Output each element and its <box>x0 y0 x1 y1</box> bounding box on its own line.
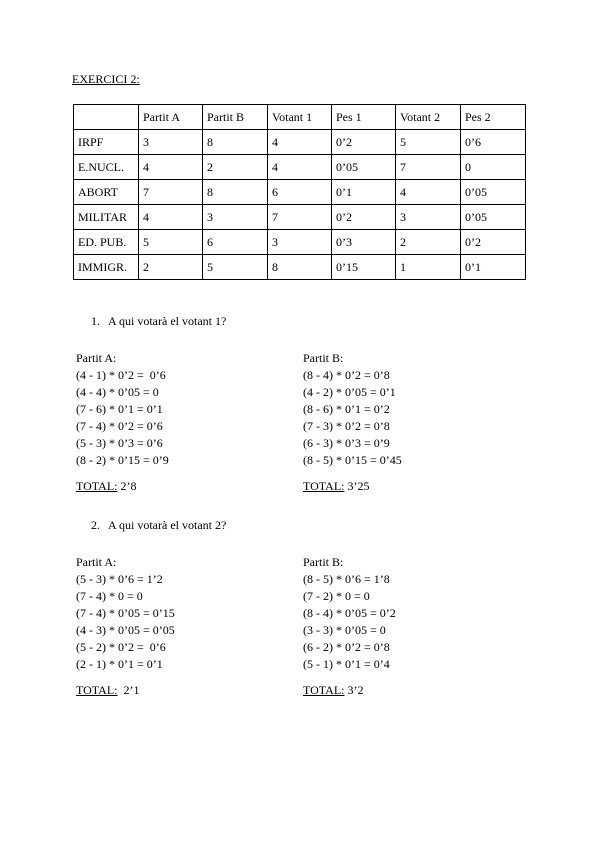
table-cell: 4 <box>139 155 203 180</box>
exercise-title: EXERCICI 2: <box>72 72 140 86</box>
table-header-cell: Votant 1 <box>268 105 332 130</box>
calc-line: (8 - 5) * 0’6 = 1’8 <box>303 572 390 586</box>
question-number: 2. <box>91 518 100 532</box>
table-cell: ED. PUB. <box>74 230 139 255</box>
table-cell: 8 <box>268 255 332 280</box>
table-cell: 0’6 <box>461 130 526 155</box>
table-cell: 1 <box>396 255 461 280</box>
calc-line: (8 - 4) * 0’2 = 0’8 <box>303 368 390 382</box>
table-header-cell: Votant 2 <box>396 105 461 130</box>
total-value: 3’2 <box>344 683 364 697</box>
table-cell: IMMIGR. <box>74 255 139 280</box>
table-header-cell: Pes 2 <box>461 105 526 130</box>
table-cell: 0 <box>461 155 526 180</box>
total-label: TOTAL: <box>303 683 345 697</box>
table-cell: 7 <box>139 180 203 205</box>
question-number: 1. <box>91 314 100 328</box>
table-header-row <box>74 105 526 130</box>
calc-line: (8 - 6) * 0’1 = 0’2 <box>303 402 390 416</box>
table-cell: 4 <box>268 130 332 155</box>
table-cell: 0’2 <box>461 230 526 255</box>
table-cell: 0’1 <box>461 255 526 280</box>
table-header-cell: Pes 1 <box>332 105 396 130</box>
table-cell: 8 <box>203 130 268 155</box>
table-cell: 8 <box>203 180 268 205</box>
table-cell: ABORT <box>74 180 139 205</box>
calc-heading: Partit B: <box>303 351 344 365</box>
calc-line: (4 - 1) * 0’2 = 0’6 <box>76 368 166 382</box>
table-cell: 7 <box>396 155 461 180</box>
calc-line: (5 - 3) * 0’3 = 0’6 <box>76 436 163 450</box>
data-table <box>73 104 526 280</box>
calc-heading: Partit A: <box>76 555 117 569</box>
table-cell: 4 <box>396 180 461 205</box>
table-cell: 2 <box>396 230 461 255</box>
table-row <box>74 180 526 205</box>
table-cell: 4 <box>268 155 332 180</box>
table-cell: IRPF <box>74 130 139 155</box>
calc-line: (5 - 3) * 0’6 = 1’2 <box>76 572 163 586</box>
table-cell: 7 <box>268 205 332 230</box>
total-label: TOTAL: <box>76 683 118 697</box>
total-value: 3’25 <box>344 479 370 493</box>
calc-line: (6 - 2) * 0’2 = 0’8 <box>303 640 390 654</box>
calc-line: (6 - 3) * 0’3 = 0’9 <box>303 436 390 450</box>
table-cell: 0’15 <box>332 255 396 280</box>
table-header-cell: Partit A <box>139 105 203 130</box>
calc-line: (4 - 4) * 0’05 = 0 <box>76 385 159 399</box>
calc-line: (7 - 4) * 0’2 = 0’6 <box>76 419 163 433</box>
question-1 <box>91 314 226 329</box>
calc-line: (5 - 1) * 0’1 = 0’4 <box>303 657 390 671</box>
table-cell: 2 <box>203 155 268 180</box>
total-label: TOTAL: <box>76 479 118 493</box>
calc-line: (7 - 2) * 0 = 0 <box>303 589 370 603</box>
total-label: TOTAL: <box>303 479 345 493</box>
calc-line: (7 - 4) * 0 = 0 <box>76 589 143 603</box>
table-cell: 6 <box>268 180 332 205</box>
calc-line: (8 - 2) * 0’15 = 0’9 <box>76 453 169 467</box>
table-cell: 5 <box>396 130 461 155</box>
table-cell: 0’3 <box>332 230 396 255</box>
q2-partit-a-total <box>76 683 139 698</box>
calc-line: (5 - 2) * 0’2 = 0’6 <box>76 640 166 654</box>
calc-line: (8 - 4) * 0’05 = 0’2 <box>303 606 396 620</box>
table-row <box>74 155 526 180</box>
calc-line: (7 - 4) * 0’05 = 0’15 <box>76 606 175 620</box>
total-value: 2’1 <box>117 683 140 697</box>
q2-partit-b-total <box>303 683 363 698</box>
calc-line: (7 - 6) * 0’1 = 0’1 <box>76 402 163 416</box>
q1-partit-b-calc <box>303 350 402 469</box>
total-value: 2’8 <box>117 479 137 493</box>
table-cell: 0’2 <box>332 205 396 230</box>
table-header-cell <box>74 105 139 130</box>
calc-line: (2 - 1) * 0’1 = 0’1 <box>76 657 163 671</box>
table-cell: 0’05 <box>332 155 396 180</box>
calc-line: (7 - 3) * 0’2 = 0’8 <box>303 419 390 433</box>
table-cell: 0’1 <box>332 180 396 205</box>
table-cell: 5 <box>203 255 268 280</box>
table-cell: 0’2 <box>332 130 396 155</box>
table-row <box>74 130 526 155</box>
calc-line: (4 - 2) * 0’05 = 0’1 <box>303 385 396 399</box>
calc-heading: Partit A: <box>76 351 117 365</box>
table-cell: 0’05 <box>461 205 526 230</box>
q1-partit-a-calc <box>76 350 169 469</box>
question-text: A qui votarà el votant 2? <box>108 518 227 532</box>
table-cell: 3 <box>268 230 332 255</box>
table-cell: 3 <box>139 130 203 155</box>
table-row <box>74 230 526 255</box>
question-text: A qui votarà el votant 1? <box>108 314 227 328</box>
table-cell: MILITAR <box>74 205 139 230</box>
table-row <box>74 205 526 230</box>
table-cell: E.NUCL. <box>74 155 139 180</box>
table-cell: 0’05 <box>461 180 526 205</box>
question-2 <box>91 518 226 533</box>
calc-line: (3 - 3) * 0’05 = 0 <box>303 623 386 637</box>
calc-line: (4 - 3) * 0’05 = 0’05 <box>76 623 175 637</box>
table-row <box>74 255 526 280</box>
calc-heading: Partit B: <box>303 555 344 569</box>
calc-line: (8 - 5) * 0’15 = 0’45 <box>303 453 402 467</box>
q2-partit-b-calc <box>303 554 396 673</box>
table-cell: 3 <box>203 205 268 230</box>
table-cell: 4 <box>139 205 203 230</box>
table-cell: 5 <box>139 230 203 255</box>
q1-partit-b-total <box>303 479 369 494</box>
q1-partit-a-total <box>76 479 136 494</box>
q2-partit-a-calc <box>76 554 175 673</box>
table-cell: 3 <box>396 205 461 230</box>
table-header-cell: Partit B <box>203 105 268 130</box>
table-cell: 2 <box>139 255 203 280</box>
table-cell: 6 <box>203 230 268 255</box>
